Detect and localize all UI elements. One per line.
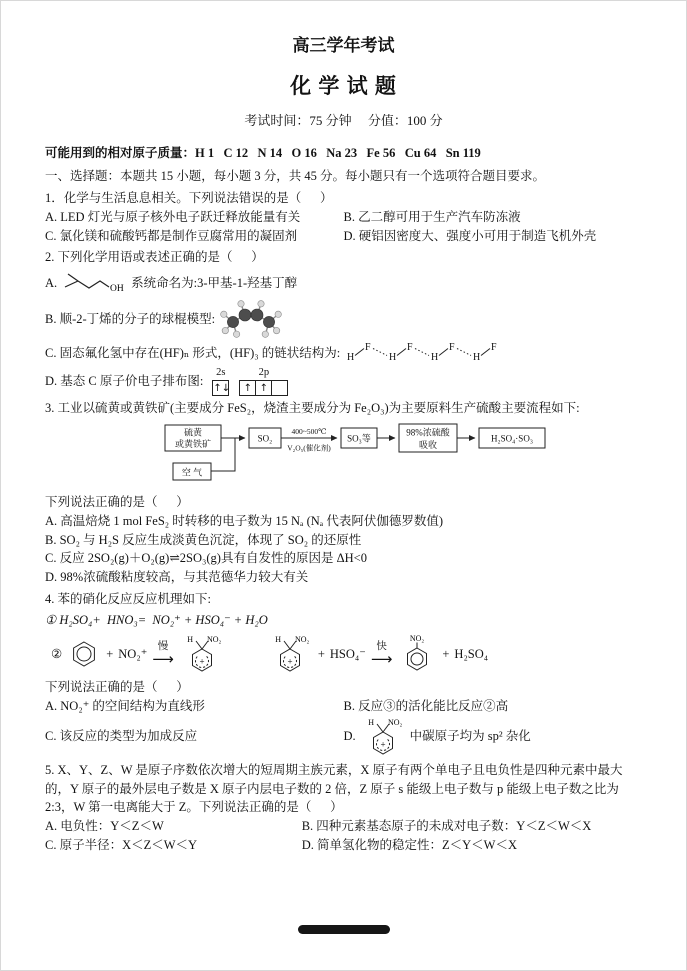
h-atom-label: H	[389, 352, 397, 363]
skeletal-structure-icon	[62, 269, 126, 297]
question-5	[45, 761, 642, 855]
q5-option-b: B. 四种元素基态原子的未成对电子数：Y＜Z＜W＜X	[301, 819, 592, 834]
orbital-2p-label: 2p	[258, 367, 270, 378]
fast-arrow	[371, 642, 393, 667]
benzene-circle	[77, 647, 91, 661]
nitrobenzene-icon	[397, 632, 437, 676]
positive-charge-label: +	[380, 739, 386, 750]
section-header: 一、选择题：本题共 15 小题，每小题 3 分，共 45 分。每小题只有一个选项符合题目要求。	[45, 169, 546, 184]
step-2-plus: +	[106, 646, 114, 661]
f-atom-label: F	[407, 342, 413, 353]
home-indicator-bar	[298, 925, 390, 934]
flow-text-absorb-1: 98%浓硫酸	[406, 427, 450, 438]
q3-option-b: B. SO₂ 与 H₂S 反应生成淡黄色沉淀，体现了 SO₂ 的还原性	[45, 532, 362, 547]
flow-condition-bottom: V₂O₅(催化剂)	[287, 443, 331, 453]
question-3	[45, 399, 642, 587]
carbon-atoms	[228, 309, 275, 328]
q4-stem: 4. 苯的硝化反应反应机理如下:	[45, 591, 211, 606]
q2-d-label: D. 基态 C 原子价电子排布图:	[45, 373, 204, 388]
arrow-glyph: ⟶	[152, 649, 174, 668]
arenium-ion-icon	[267, 633, 313, 675]
step-3-plus-2: +	[442, 646, 450, 661]
h-atom-label: H	[473, 352, 481, 363]
exam-title: 高三学年考试	[292, 36, 395, 55]
q4-question-line: 下列说法正确的是（ ）	[45, 680, 189, 695]
no2-substituent-label: NO₂	[410, 634, 425, 644]
flow-text-air: 空 气	[181, 467, 203, 478]
flow-text-so3: SO₃等	[347, 433, 371, 444]
flow-connector-air	[211, 438, 235, 471]
question-4	[45, 590, 642, 758]
flow-boxes	[165, 424, 545, 480]
flow-condition-top: 400~500℃	[291, 427, 327, 437]
q3-option-d: D. 98%浓硫酸粘度较高，与其范德华力较大有关	[45, 570, 309, 585]
q4-option-a: A. NO₂⁺ 的空间结构为直线形	[45, 699, 205, 714]
fast-arrow-label: 快	[376, 641, 387, 653]
q2-c-label: C. 固态氟化氢中存在(HF)ₙ 形式，(HF)₃ 的链状结构为:	[45, 345, 341, 360]
f-atom-label: F	[365, 342, 371, 353]
hf-chain-structure-icon	[345, 341, 517, 365]
step-3-plus: +	[317, 646, 325, 661]
q1-option-b: B. 乙二醇可用于生产汽车防冻液	[343, 209, 521, 224]
no2-substituent-label: NO₂	[206, 635, 222, 645]
hydrogen-bond-dots	[373, 349, 471, 356]
h-substituent-label: H	[367, 717, 374, 727]
no2-substituent-label: NO₂	[294, 635, 310, 645]
orbital-2s-box: ↑↓	[212, 380, 229, 396]
step-2-reagent: NO₂⁺	[118, 646, 148, 661]
q4-option-d	[344, 716, 531, 758]
sulfuric-acid-flowchart	[163, 421, 555, 485]
arrow-glyph: ⟶	[370, 649, 393, 668]
q2-b-label: B. 顺-2-丁烯的分子的球棍模型:	[45, 311, 216, 326]
q2-a-label: A.	[45, 275, 58, 290]
benzene-ring-icon	[67, 636, 101, 672]
exam-subject: 化 学 试 题	[290, 73, 397, 98]
atomic-masses-line: 可能用到的相对原子质量：H 1 C 12 N 14 O 16 Na 23 Fe 56 Cu 64 Sn 119	[45, 145, 481, 160]
q1-option-c: C. 氯化镁和硫酸钙都是制作豆腐常用的凝固剂	[45, 228, 298, 243]
q4-d-text: 中碳原子均为 sp² 杂化	[409, 729, 531, 744]
q5-stem: 5. X、Y、Z、W 是原子序数依次增大的短周期主族元素，X 原子有两个单电子且电负性是四种元素中最大的，Y 原子的最外层电子数是 X 原子内层电子数的 2 倍，Z 原子 s 能级上电子数与 p 能级上电子数之比为 2:3，W 第一电离能大于 Z。下列说法正确的是（ ）	[45, 762, 623, 815]
q1-option-a: A. LED 灯光与原子核外电子跃迁释放能量有关	[45, 209, 301, 224]
orbital-2p-box-2: ↑	[255, 380, 272, 396]
orbital-diagram	[212, 367, 288, 396]
question-1	[45, 189, 642, 245]
reaction-step-3	[267, 632, 488, 676]
q3-question-line: 下列说法正确的是（ ）	[45, 495, 189, 510]
oh-label: OH	[110, 284, 124, 294]
q1-stem: 1．化学与生活息息相关。下列说法错误的是（ ）	[45, 191, 333, 205]
ring-hexagon	[408, 648, 427, 670]
orbital-2p-box-1: ↑	[239, 380, 256, 396]
q2-option-b	[45, 299, 642, 339]
flow-text-raw-2: 或黄铁矿	[174, 439, 212, 450]
step-2-number: ②	[51, 646, 63, 661]
flow-text-product: H₂SO₄·SO₃	[491, 433, 533, 444]
h-substituent-label: H	[275, 635, 281, 645]
q4-mechanism-row	[51, 632, 642, 676]
q5-option-c: C. 原子半径：X＜Z＜W＜Y	[45, 837, 198, 852]
q2-option-d	[45, 367, 642, 396]
flow-text-raw-1: 硫黄	[183, 427, 203, 438]
q4-option-c: C. 该反应的类型为加成反应	[45, 729, 198, 744]
q4-option-b: B. 反应③的活化能比反应②高	[343, 699, 509, 714]
q4-equation-1: ① H₂SO₄+ HNO₃= NO₂⁺ + HSO₄⁻ + H₂O	[45, 612, 268, 627]
orbital-2p-box-3	[271, 380, 288, 396]
step-3-reagent: HSO₄⁻	[329, 646, 366, 661]
q4-d-label: D.	[343, 729, 356, 744]
flow-text-absorb-2: 吸收	[418, 440, 438, 451]
h-substituent-label: H	[187, 635, 193, 645]
positive-charge-label: +	[199, 656, 205, 667]
reaction-step-2	[51, 633, 225, 675]
q2-a-text: 系统命名为:3-甲基-1-羟基丁醇	[131, 275, 298, 290]
positive-charge-label: +	[287, 656, 293, 667]
arenium-ion-icon	[360, 716, 406, 758]
ball-stick-model-icon	[220, 299, 282, 339]
question-2	[45, 248, 642, 395]
q3-stem: 3. 工业以硫黄或黄铁矿(主要成分 FeS₂，烧渣主要成分为 Fe₂O₃)为主要原料生产硫酸主要流程如下:	[45, 400, 580, 415]
f-atom-label: F	[491, 342, 497, 353]
h-atom-label: H	[431, 352, 439, 363]
q3-option-c: C. 反应 2SO₂(g)＋O₂(g)⇌2SO₃(g)具有自发性的原因是 ΔH<0	[45, 551, 367, 566]
arenium-ion-icon	[179, 633, 225, 675]
orbital-2s-label: 2s	[216, 367, 226, 378]
f-atom-label: F	[449, 342, 455, 353]
benzene-circle	[411, 653, 423, 665]
slow-arrow-label: 慢	[157, 641, 169, 653]
flow-text-so2: SO₂	[257, 433, 273, 444]
q2-stem: 2. 下列化学用语或表述正确的是（ ）	[45, 250, 264, 265]
q5-option-d: D. 简单氢化物的稳定性：Z＜Y＜W＜X	[301, 837, 517, 852]
process-flowchart	[163, 421, 642, 491]
q2-option-c	[45, 341, 642, 365]
exam-info: 考试时间：75 分钟 分值：100 分	[244, 113, 443, 128]
q5-option-a: A. 电负性：Y＜Z＜W	[45, 819, 164, 834]
h-atom-label: H	[347, 352, 355, 363]
step-3-product: H₂SO₄	[454, 646, 489, 661]
q3-option-a: A. 高温焙烧 1 mol FeS₂ 时转移的电子数为 15 Nₐ (Nₐ 代表阿伏伽德罗数值)	[45, 513, 443, 528]
no2-substituent-label: NO₂	[387, 717, 402, 727]
skeletal-bonds	[65, 274, 109, 288]
q2-option-a	[45, 269, 642, 297]
q1-option-d: D. 硬铝因密度大、强度小可用于制造飞机外壳	[343, 228, 597, 243]
slow-arrow	[152, 642, 174, 667]
